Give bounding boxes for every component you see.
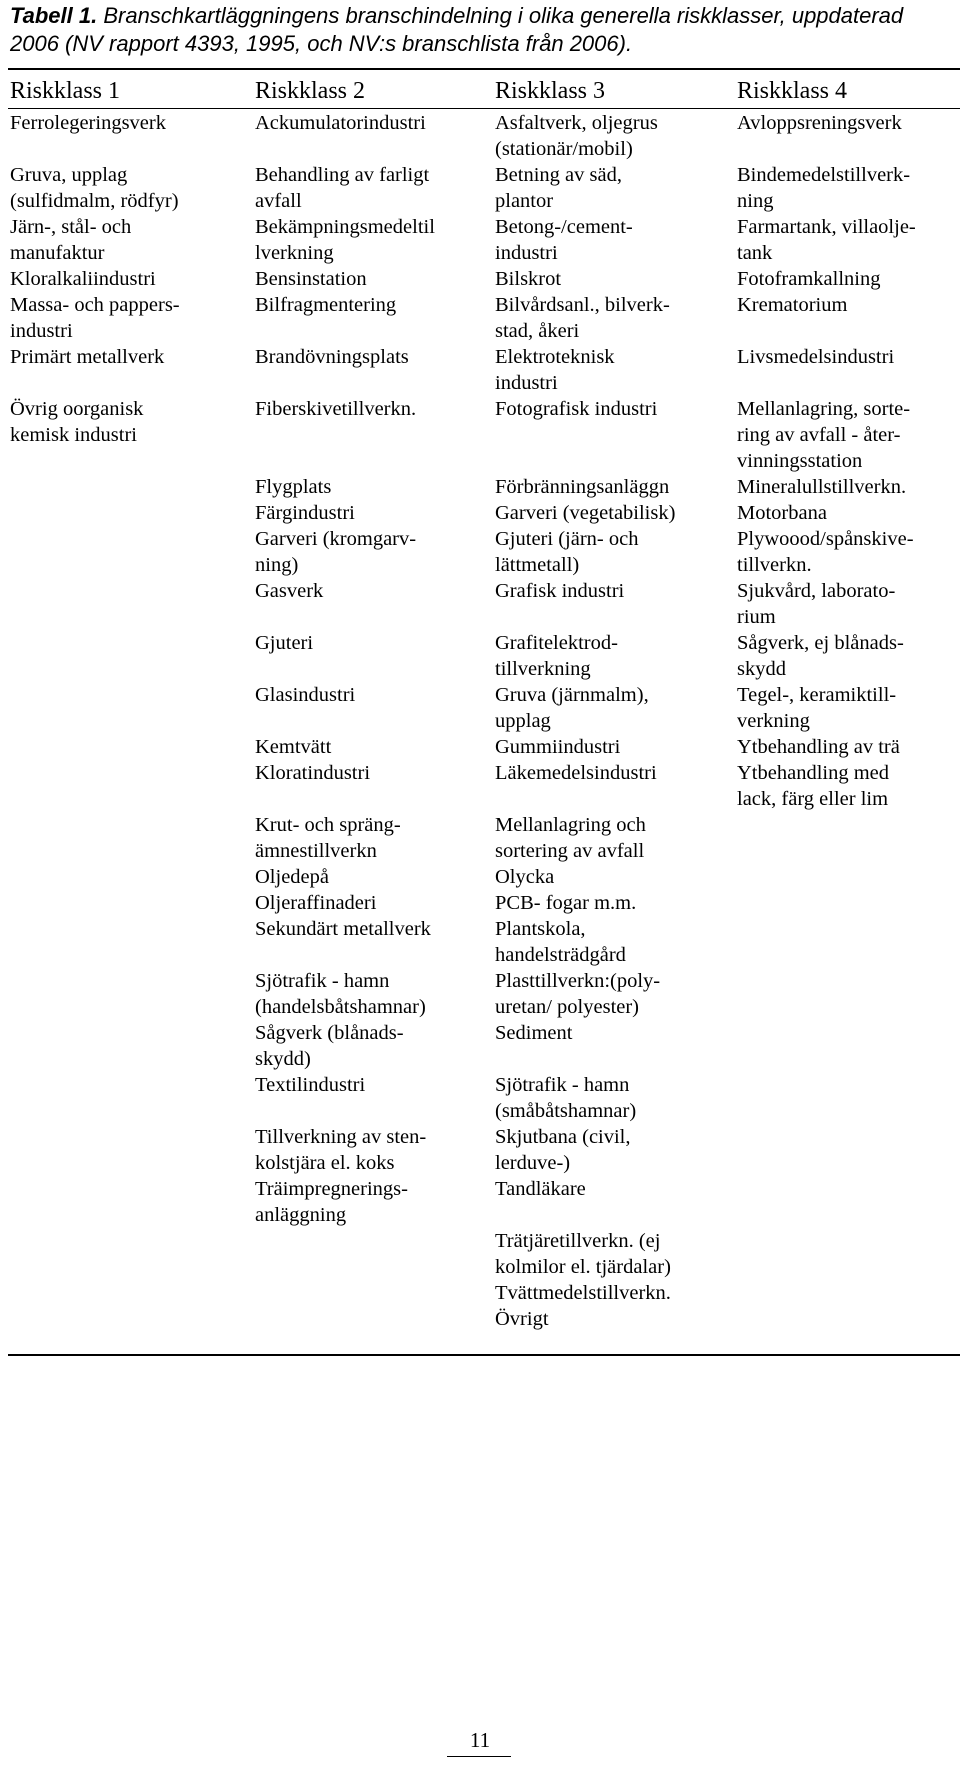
- table-cell: Ytbehandling med lack, färg eller lim: [737, 762, 890, 810]
- table-cell: [10, 734, 255, 760]
- table-cell: Gjuteri (järn- och lättmetall): [495, 528, 639, 576]
- table-cell: Gasverk: [255, 580, 324, 602]
- table-cell: Järn-, stål- och manufaktur: [10, 216, 132, 264]
- table-cell: [737, 968, 960, 1020]
- table-cell: Kloralkaliindustri: [10, 268, 156, 290]
- table-cell: Kloratindustri: [255, 762, 371, 784]
- table-row: [10, 1176, 960, 1228]
- table-cell: Sjukvård, laborato- rium: [737, 580, 896, 628]
- table-cell: Mineralullstillverkn.: [737, 476, 907, 498]
- table-cell: Ytbehandling av trä: [737, 736, 900, 758]
- table-cell: [10, 474, 255, 500]
- table-cell: Grafitelektrod- tillverkning: [495, 632, 618, 680]
- table-cell: Tvättmedelstillverkn.: [495, 1282, 671, 1304]
- table-cell: Fotoframkallning: [737, 268, 881, 290]
- table-caption: [10, 2, 940, 58]
- table-row: [10, 1306, 960, 1332]
- table-cell: Olycka: [495, 866, 555, 888]
- page-number-underline: [447, 1756, 511, 1757]
- table-bottom-rule: [8, 1354, 960, 1356]
- table-cell: Ferrolegeringsverk: [10, 112, 166, 134]
- table-cell: Elektroteknisk industri: [495, 346, 615, 394]
- table-cell: Övrigt: [495, 1308, 549, 1330]
- table-cell: Textilindustri: [255, 1074, 366, 1096]
- table-row: [10, 1020, 960, 1072]
- table-header-row: [10, 72, 960, 110]
- table-cell: [10, 1072, 255, 1124]
- table-row: [10, 214, 960, 266]
- table-row: [10, 500, 960, 526]
- table-cell: [255, 1228, 495, 1280]
- table-cell: Mellanlagring och sortering av avfall: [495, 814, 646, 862]
- table-cell: [737, 1280, 960, 1306]
- table-cell: Oljedepå: [255, 866, 329, 888]
- risk-class-table: [10, 72, 960, 1332]
- table-cell: [10, 630, 255, 682]
- header-riskklass-4: Riskklass 4: [737, 78, 848, 104]
- table-cell: [10, 1306, 255, 1332]
- table-row: [10, 916, 960, 968]
- table-cell: Gjuteri: [255, 632, 314, 654]
- table-cell: Sekundärt metallverk: [255, 918, 431, 940]
- table-cell: Bindemedelstillverk- ning: [737, 164, 911, 212]
- header-riskklass-1: Riskklass 1: [10, 78, 121, 104]
- table-cell: Garveri (vegetabilisk): [495, 502, 676, 524]
- table-cell: [10, 812, 255, 864]
- table-cell: Läkemedelsindustri: [495, 762, 657, 784]
- header-riskklass-3: Riskklass 3: [495, 78, 606, 104]
- table-cell: Asfaltverk, oljegrus (stationär/mobil): [495, 112, 658, 160]
- table-cell: Betning av säd, plantor: [495, 164, 622, 212]
- caption-text: Branschkartläggningens branschindelning i olika generella riskklasser, uppdaterad 2006 (NV rapport 4393, 1995, och NV:s branschlista från 2006).: [10, 3, 904, 56]
- header-riskklass-2: Riskklass 2: [255, 78, 366, 104]
- table-row: [10, 1072, 960, 1124]
- table-cell: [737, 1020, 960, 1072]
- table-cell: [737, 890, 960, 916]
- table-cell: [737, 1176, 960, 1228]
- table-cell: Plasttillverkn:(poly- uretan/ polyester): [495, 970, 661, 1018]
- table-cell: Bilskrot: [495, 268, 562, 290]
- table-cell: [737, 916, 960, 968]
- table-cell: Gruva (järnmalm), upplag: [495, 684, 649, 732]
- table-cell: Grafisk industri: [495, 580, 625, 602]
- table-cell: Krut- och spräng- ämnestillverkn: [255, 814, 401, 862]
- table-cell: Betong-/cement- industri: [495, 216, 633, 264]
- table-row: [10, 292, 960, 344]
- table-cell: Gummiindustri: [495, 736, 621, 758]
- table-cell: Glasindustri: [255, 684, 356, 706]
- table-cell: Livsmedelsindustri: [737, 346, 895, 368]
- table-cell: [10, 578, 255, 630]
- table-row: [10, 396, 960, 474]
- table-row: [10, 890, 960, 916]
- table-cell: Träimpregnerings- anläggning: [255, 1178, 408, 1226]
- table-cell: Kemtvätt: [255, 736, 332, 758]
- table-cell: [10, 916, 255, 968]
- table-cell: [737, 1072, 960, 1124]
- page-number: 11: [469, 1728, 491, 1752]
- table-row: [10, 162, 960, 214]
- table-cell: Övrig oorganisk kemisk industri: [10, 398, 144, 446]
- table-cell: [737, 812, 960, 864]
- table-cell: Sågverk, ej blånads- skydd: [737, 632, 904, 680]
- table-cell: Färgindustri: [255, 502, 355, 524]
- table-cell: [10, 864, 255, 890]
- table-cell: Brandövningsplats: [255, 346, 409, 368]
- table-cell: [737, 1124, 960, 1176]
- table-cell: Tillverkning av sten- kolstjära el. koks: [255, 1126, 427, 1174]
- table-row: [10, 526, 960, 578]
- table-row: [10, 682, 960, 734]
- table-cell: [10, 1020, 255, 1072]
- table-row: [10, 578, 960, 630]
- table-row: [10, 110, 960, 162]
- table-cell: Fiberskivetillverkn.: [255, 398, 417, 420]
- table-cell: [10, 500, 255, 526]
- table-cell: Plywoood/spånskive- tillverkn.: [737, 528, 914, 576]
- table-row: [10, 734, 960, 760]
- table-cell: Sediment: [495, 1022, 573, 1044]
- table-cell: [255, 1280, 495, 1306]
- table-cell: [10, 682, 255, 734]
- table-cell: [10, 968, 255, 1020]
- table-row: [10, 344, 960, 396]
- table-cell: Sjötrafik - hamn (småbåtshamnar): [495, 1074, 637, 1122]
- table-cell: Bekämpningsmedeltil lverkning: [255, 216, 435, 264]
- table-cell: Bilfragmentering: [255, 294, 397, 316]
- table-cell: Ackumulatorindustri: [255, 112, 426, 134]
- table-cell: Flygplats: [255, 476, 332, 498]
- table-cell: [737, 864, 960, 890]
- table-cell: [10, 1228, 255, 1280]
- table-cell: Mellanlagring, sorte- ring av avfall - åter- vinningsstation: [737, 398, 911, 472]
- table-cell: Gruva, upplag (sulfidmalm, rödfyr): [10, 164, 179, 212]
- table-cell: Sjötrafik - hamn (handelsbåtshamnar): [255, 970, 426, 1018]
- table-cell: [255, 1306, 495, 1332]
- table-row: [10, 812, 960, 864]
- table-row: [10, 1280, 960, 1306]
- table-cell: Skjutbana (civil, lerduve-): [495, 1126, 631, 1174]
- table-cell: Sågverk (blånads- skydd): [255, 1022, 404, 1070]
- table-cell: Primärt metallverk: [10, 346, 165, 368]
- table-row: [10, 1124, 960, 1176]
- table-cell: Garveri (kromgarv- ning): [255, 528, 417, 576]
- table-cell: [737, 1228, 960, 1280]
- table-row: [10, 474, 960, 500]
- caption-label: Tabell 1.: [10, 3, 98, 28]
- table-row: [10, 968, 960, 1020]
- table-cell: Plantskola, handelsträdgård: [495, 918, 626, 966]
- table-row: [10, 760, 960, 812]
- table-row: [10, 864, 960, 890]
- table-cell: PCB- fogar m.m.: [495, 892, 637, 914]
- table-cell: Avloppsreningsverk: [737, 112, 902, 134]
- table-cell: Krematorium: [737, 294, 848, 316]
- table-cell: [10, 526, 255, 578]
- table-cell: Trätjäretillverkn. (ej kolmilor el. tjärdalar): [495, 1230, 671, 1278]
- table-cell: Motorbana: [737, 502, 827, 524]
- table-top-rule: [8, 68, 960, 70]
- table-cell: Tegel-, keramiktill- verkning: [737, 684, 897, 732]
- table-cell: Farmartank, villaolje- tank: [737, 216, 916, 264]
- table-body: [10, 110, 960, 1332]
- table-cell: [10, 1124, 255, 1176]
- table-cell: Tandläkare: [495, 1178, 586, 1200]
- table-cell: [10, 890, 255, 916]
- table-cell: Oljeraffinaderi: [255, 892, 377, 914]
- table-cell: Fotografisk industri: [495, 398, 658, 420]
- table-cell: Behandling av farligt avfall: [255, 164, 430, 212]
- table-cell: Bilvårdsanl., bilverk- stad, åkeri: [495, 294, 670, 342]
- table-cell: [10, 1280, 255, 1306]
- table-cell: Förbränningsanläggn: [495, 476, 670, 498]
- table-cell: Bensinstation: [255, 268, 367, 290]
- table-row: [10, 1228, 960, 1280]
- table-cell: [10, 760, 255, 812]
- table-cell: [737, 1306, 960, 1332]
- table-row: [10, 266, 960, 292]
- table-cell: Massa- och pappers- industri: [10, 294, 180, 342]
- table-row: [10, 630, 960, 682]
- table-cell: [10, 1176, 255, 1228]
